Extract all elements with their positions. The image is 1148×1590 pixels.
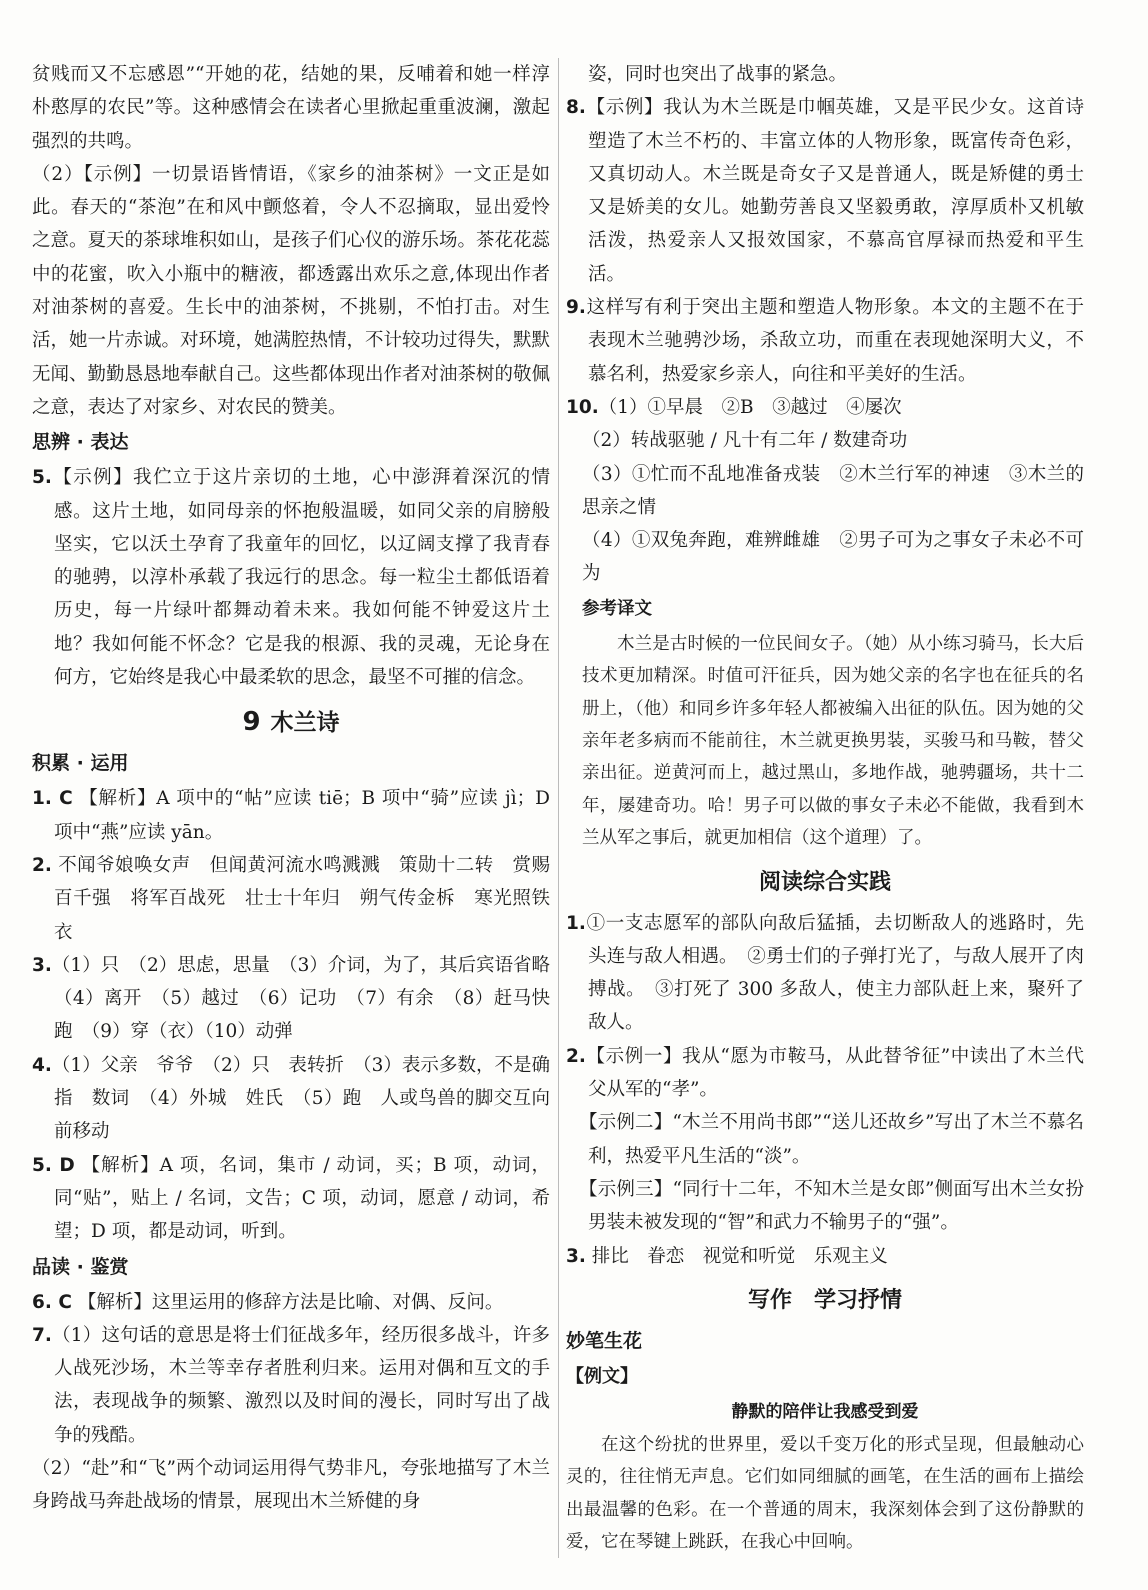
answer-text: 不闻爷娘唤女声 但闻黄河流水鸣溅溅 策勋十二转 赏赐百千强 将军百战死 壮士十年归 朔气传金柝 寒光照铁衣	[54, 854, 550, 943]
answer-10-3: （3）①忙而不乱地准备戎装 ②木兰行军的神速 ③木兰的思亲之情	[582, 463, 1084, 518]
answer-10-4: （4）①双兔奔跑，难辨雌雄 ②男子可为之事女子未必不可为	[582, 530, 1084, 585]
answer-number: 10.	[566, 396, 599, 418]
lesson-heading	[32, 700, 550, 745]
answer-number: 8.	[566, 97, 586, 119]
sub-miaobi: 妙笔生花	[566, 1329, 643, 1352]
answer-number: 5.	[32, 467, 52, 489]
left-column	[32, 58, 569, 1519]
answer-7-2: （2）“赴”和“飞”两个动词运用得气势非凡，夸张地描写了木兰身跨战马奔赴战场的情景，展现出木兰矫健的身	[32, 1457, 550, 1513]
answer-5	[32, 461, 550, 694]
section-sibian: 思辨 · 表达	[32, 431, 129, 454]
answer-text: 排比 眷恋 视觉和听觉 乐观主义	[591, 1245, 888, 1267]
answer-text: （1）这句话的意思是将士们征战多年，经历很多战斗，许多人战死沙场，木兰等幸存者胜利归来。运用对偶和互文的手法，表现战争的频繁、激烈以及时间的漫长，同时写出了战争的残酷。	[51, 1324, 550, 1446]
answer-text: 【示例一】我从“愿为市鞍马，从此替爷征”中读出了木兰代父从军的“孝”。	[585, 1045, 1084, 1101]
answer-number: 3.	[566, 1245, 586, 1267]
reading-answer-2-b: 【示例二】“木兰不用尚书郎”“送儿还故乡”写出了木兰不慕名利，热爱平凡生活的“淡”。	[579, 1112, 1084, 1167]
answer-number: 7.	[32, 1324, 52, 1346]
answer-text: 【示例】我认为木兰既是巾帼英雄，又是平民少女。这首诗塑造了木兰不朽的、丰富立体的人物形象，既富传奇色彩，又真切动人。木兰既是奇女子又是普通人，既是矫健的勇士又是娇美的女儿。她勤劳善良又坚毅勇敢，淳厚质朴又机敏活泼，热爱亲人又报效国家，不慕高官厚禄而热爱和平生活。	[585, 97, 1084, 285]
answer-text: 【解析】A 项中的“帖”应读 tiē；B 项中“骑”应读 jì；D 项中“燕”应读 yān。	[54, 788, 550, 843]
answer-text: 【解析】这里运用的修辞方法是比喻、对偶、反问。	[77, 1291, 504, 1313]
answer-number: 5. D	[32, 1154, 75, 1176]
section-writing: 写作 学习抒情	[747, 1287, 902, 1313]
essay-text: 在这个纷扰的世界里，爱以千变万化的形式呈现，但最触动心灵的，往往悄无声息。它们如同细腻的画笔，在生活的画布上描绘出最温馨的色彩。在一个普通的周末，我深刻体会到了这份静默的爱，它在琴键上跳跃，在我心中回响。	[566, 1434, 1084, 1553]
section-jilei: 积累 · 运用	[32, 752, 129, 775]
translation-title: 参考译文	[582, 598, 652, 619]
answer-number: 3.	[32, 954, 52, 976]
answer-text: 【解析】A 项，名词，集市 / 动词，买；B 项，动词，同“贴”，贴上 / 名词，文告；C 项，动词，愿意 / 动词，希望；D 项，都是动词，听到。	[54, 1154, 550, 1243]
answer-number: 6. C	[32, 1291, 72, 1313]
answer-number: 4.	[32, 1054, 52, 1076]
answer-text: 【示例】我伫立于这片亲切的土地，心中澎湃着深沉的情感。这片土地，如同母亲的怀抱般温暖，如同父亲的肩膀般坚实，它以沃土孕育了我童年的回忆，以辽阔支撑了我青春的驰骋，以淳朴承载了我远行的思念。每一粒尘土都低语着历史，每一片绿叶都舞动着未来。我如何能不钟爱这片土地？我如何能不怀念？它是我的根源、我的灵魂，无论身在何方，它始终是我心中最柔软的思念，最坚不可摧的信念。	[51, 467, 550, 689]
answer-text: （1）①早晨 ②B ③越过 ④屡次	[598, 396, 902, 418]
reading-answer-2	[566, 1040, 1084, 1107]
answer-text: ①一支志愿军的部队向敌后猛插，去切断敌人的逃路时，先头连与敌人相遇。 ②勇士们的子弹打光了，与敌人展开了肉搏战。 ③打死了 300 多敌人，使主力部队赶上来，聚歼了敌人。	[585, 912, 1084, 1034]
answer-text: （1）只 （2）思虑，思量 （3）介词，为了，其后宾语省略 （4）离开 （5）越过 （6）记功 （7）有余 （8）赶马快跑 （9）穿（衣）（10）动弹	[51, 954, 569, 1043]
reading-answer-3	[566, 1240, 1084, 1273]
answer-text: 这样写有利于突出主题和塑造人物形象。本文的主题不在于表现木兰驰骋沙场，杀敌立功，而重在表现她深明大义，不慕名利，热爱家乡亲人，向往和平美好的生活。	[585, 297, 1084, 385]
answer-2	[32, 849, 550, 949]
section-pindu: 品读 · 鉴赏	[32, 1255, 129, 1278]
answer-number: 2.	[32, 854, 52, 876]
translation-text: 木兰是古时候的一位民间女子。（她）从小练习骑马，长大后技术更加精深。时值可汗征兵，因为她父亲的名字也在征兵的名册上，（他）和同乡许多年轻人都被编入出征的队伍。因为她的父亲年老多病而不能前往，木兰就更换男装，买骏马和马鞍，替父亲出征。逆黄河而上，越过黑山，多地作战，驰骋疆场，共十二年，屡建奇功。哈！男子可以做的事女子未必不能做，我看到木兰从军之事后，就更加相信（这个道理）了。	[582, 633, 1084, 849]
essay-title: 静默的陪伴让我感受到爱	[731, 1401, 919, 1422]
answer-1	[32, 782, 550, 849]
answer-10-1	[566, 391, 1084, 424]
answer-10-2: （2）转战驱驰 / 凡十有二年 / 数建奇功	[582, 430, 908, 452]
answer-number: 1.	[566, 912, 586, 934]
answer-number: 1. C	[32, 788, 73, 810]
answer-8	[566, 91, 1084, 291]
section-reading: 阅读综合实践	[758, 869, 891, 895]
answer-5-d	[32, 1149, 550, 1249]
answer-9	[566, 291, 1084, 391]
answer-3	[32, 949, 569, 1049]
answer-number: 2.	[566, 1045, 586, 1067]
lesson-title: 木兰诗	[270, 710, 340, 737]
sub-liwen: 【例文】	[566, 1365, 638, 1387]
paragraph-continuation: 姿，同时也突出了战事的紧急。	[588, 64, 848, 85]
answer-number: 9.	[566, 297, 586, 319]
paragraph-continuation: 贫贱而又不忘感恩”“开她的花，结她的果，反哺着和她一样淳朴憨厚的农民”等。这种感情会在读者心里掀起重重波澜，激起强烈的共鸣。	[32, 64, 550, 152]
right-column	[566, 58, 1084, 1558]
answer-4	[32, 1049, 550, 1149]
lesson-number: 9	[242, 707, 261, 738]
answer-6	[32, 1286, 550, 1319]
answer-7	[32, 1319, 550, 1452]
column-divider	[558, 58, 559, 1558]
answer-4-2: （2）【示例】一切景语皆情语，《家乡的油茶树》一文正是如此。春天的“茶泡”在和风中颤悠着，令人不忍摘取，显出爱怜之意。夏天的茶球堆积如山，是孩子们心仪的游乐场。茶花花蕊中的花蜜，吹入小瓶中的糖液，都透露出欢乐之意,体现出作者对油茶树的喜爱。生长中的油茶树，不挑剔，不怕打击。对生活，她一片赤诚。对环境，她满腔热情，不计较功过得失，默默无闻、勤勤恳恳地奉献自己。这些都体现出作者对油茶树的敬佩之意，表达了对家乡、对农民的赞美。	[32, 163, 551, 418]
reading-answer-2-c: 【示例三】“同行十二年，不知木兰是女郎”侧面写出木兰女扮男装未被发现的“智”和武力不输男子的“强”。	[579, 1178, 1084, 1234]
answer-text: （1）父亲 爷爷 （2）只 表转折 （3）表示多数，不是确指 数词 （4）外城 姓氏 （5）跑 人或鸟兽的脚交互向前移动	[51, 1054, 550, 1143]
reading-answer-1	[566, 907, 1084, 1040]
